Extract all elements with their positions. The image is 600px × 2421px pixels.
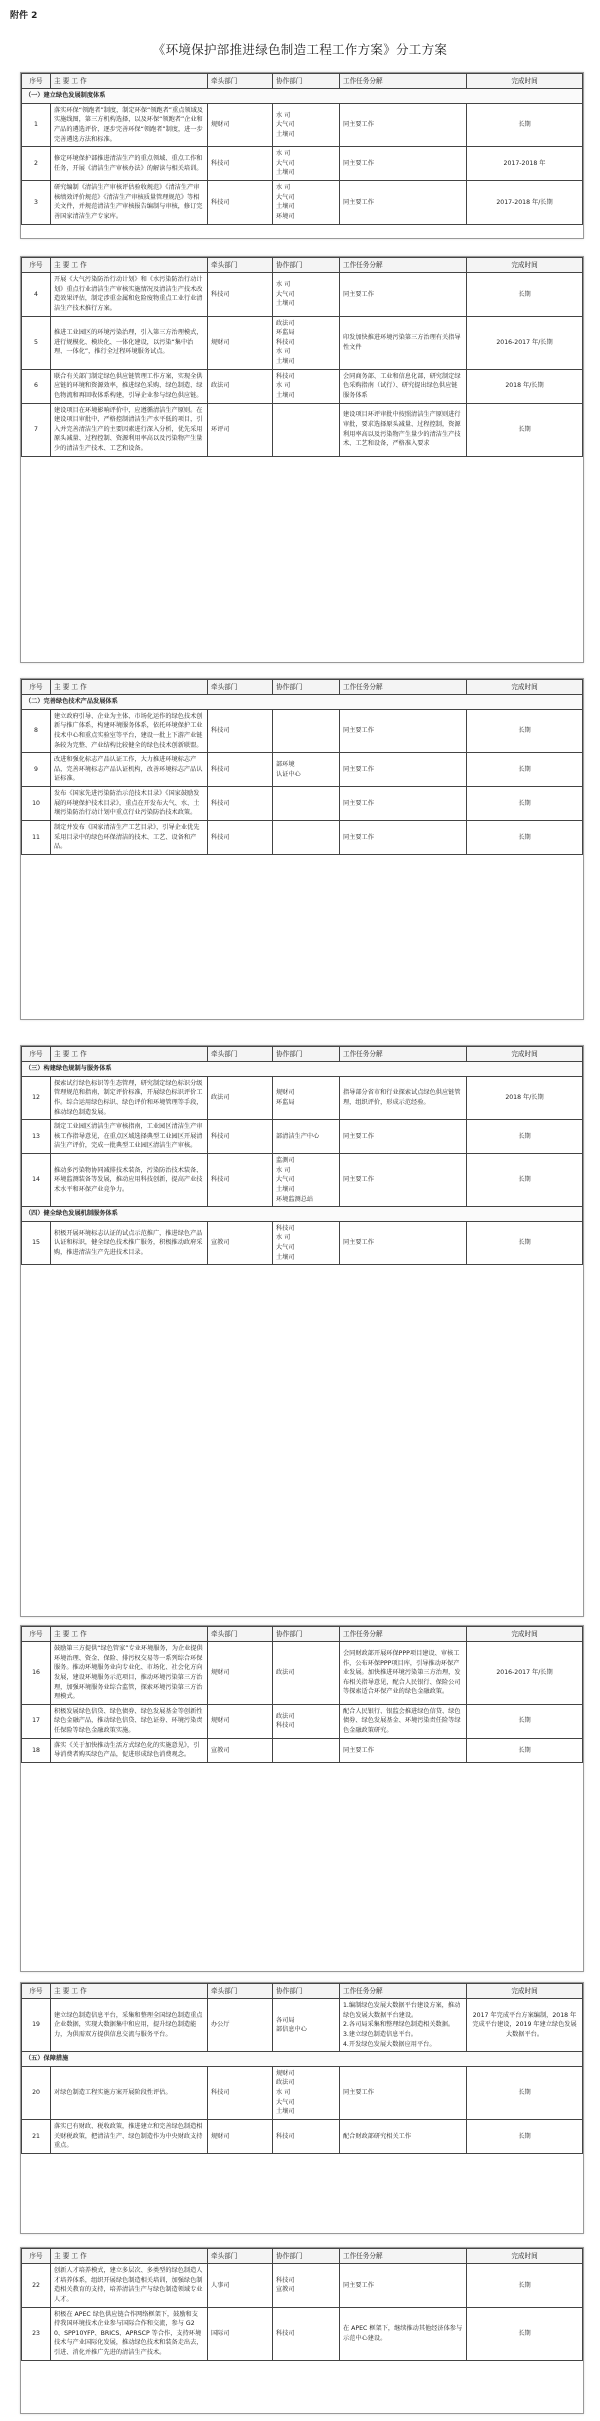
task-table <box>21 1046 583 1265</box>
table-row <box>22 147 583 181</box>
lead-dept-cell: 科技司 <box>208 820 273 854</box>
row-number: 4 <box>22 273 51 316</box>
deadline-cell: 长期 <box>467 2119 583 2153</box>
header-row <box>22 1627 583 1642</box>
task-cell: 建设项目在环境影响评价中，应遵循清洁生产原则。在建设项目审批中，严格控制清洁生产水平低的项目，引入并完善清洁生产的主要因素进行深入分析，优先采用原头减量、过程控制、资源利用率高以及污染物产生量少的清洁生产技术、工艺和设备。 <box>51 403 208 456</box>
division-cell: 1.编制绿色发展大数据平台建设方案，推动绿色发展大数据平台建设。 2.各司局采集和整理绿色制造相关数据。 3.建立绿色制造信息平台。 4.开发绿色发展大数据应用平台。 <box>340 1999 467 2052</box>
deadline-cell: 2016-2017 年/长期 <box>467 1642 583 1705</box>
task-cell: 落实已有财政、税收政策，推进建立和完善绿色制造相关财税政策，把清洁生产、绿色制造作为中央财政支持重点。 <box>51 2119 208 2153</box>
row-number: 20 <box>22 2066 51 2119</box>
division-cell: 同主要工作 <box>340 273 467 316</box>
coop-dept-cell: 科技司 宣教司 <box>273 2264 340 2307</box>
division-cell: 同主要工作 <box>340 2264 467 2307</box>
lead-dept-cell: 科技司 <box>208 181 273 224</box>
table-page-6 <box>20 1982 584 2234</box>
task-table <box>21 257 583 457</box>
column-header-no: 序号 <box>22 1047 51 1062</box>
task-cell: 建立政府引导、企业为主体、市场化运作的绿色技术创新与推广体系，构建环境服务体系，依托环境保护工业技术中心和重点实验室等平台，建设一批上下游产业链条较为完整、产业结构比较健全的绿色技术创新联盟。 <box>51 709 208 752</box>
coop-dept-cell: 政法司 科技司 <box>273 1704 340 1738</box>
task-table <box>21 1626 583 1763</box>
table-page-5 <box>20 1625 584 1972</box>
column-header-division: 工作任务分解 <box>340 1627 467 1642</box>
table-row <box>22 709 583 752</box>
task-table <box>21 2248 583 2361</box>
division-cell: 同主要工作 <box>340 1154 467 1207</box>
row-number: 7 <box>22 403 51 456</box>
header-row <box>22 2249 583 2264</box>
task-cell: 联合有关部门制定绿色供应链管理工作方案，实现全供应链的环境和资源效率，推进绿色采购、绿色制造、绿色物流和再回收体系构建，引导企业参与绿色供应链。 <box>51 369 208 403</box>
column-header-no: 序号 <box>22 680 51 695</box>
lead-dept-cell: 科技司 <box>208 1120 273 1154</box>
table-row <box>22 2264 583 2307</box>
row-number: 15 <box>22 1221 51 1264</box>
coop-dept-cell: 规财司 政法司 水 司 大气司 土壤司 <box>273 2066 340 2119</box>
column-header-division: 工作任务分解 <box>340 680 467 695</box>
table-row <box>22 2119 583 2153</box>
table-row <box>22 1738 583 1762</box>
task-cell: 探索试行绿色标识等生态管理，研究制定绿色标识分级管理规范和指南，制定评价标准，开展绿色标识评价工作。综合运用绿色标识、绿色评价和环境管理等手段，推动绿色制造发展。 <box>51 1076 208 1119</box>
column-header-time: 完成时间 <box>467 1984 583 1999</box>
row-number: 19 <box>22 1999 51 2052</box>
column-header-lead: 牵头部门 <box>208 680 273 695</box>
division-cell: 会同财政部开展环保PPP项目建设、审核工作，公布环保PPP项目库，引导推动环保产业发展。加快推进环境污染第三方治理，发布相关指导意见，配合人民银行、保险公司等探索适合环保产业的绿色金融政策。 <box>340 1642 467 1705</box>
lead-dept-cell: 科技司 <box>208 753 273 787</box>
task-cell: 落实《关于加快推动生活方式绿色化的实施意见》，引导消费者购买绿色产品，促进形成绿色消费观念。 <box>51 1738 208 1762</box>
row-number: 23 <box>22 2307 51 2360</box>
column-header-task: 主 要 工 作 <box>51 1627 208 1642</box>
section-row <box>22 2052 583 2067</box>
division-cell: 在 APEC 框架下，继续推动其他经济体参与示范中心建设。 <box>340 2307 467 2360</box>
column-header-division: 工作任务分解 <box>340 2249 467 2264</box>
section-heading: （二）完善绿色技术产品发展体系 <box>22 695 583 710</box>
coop-dept-cell <box>273 820 340 854</box>
column-header-lead: 牵头部门 <box>208 1627 273 1642</box>
table-row <box>22 787 583 821</box>
column-header-time: 完成时间 <box>467 680 583 695</box>
column-header-time: 完成时间 <box>467 74 583 89</box>
deadline-cell: 长期 <box>467 273 583 316</box>
row-number: 21 <box>22 2119 51 2153</box>
division-cell: 同主要工作 <box>340 181 467 224</box>
task-cell: 研究编制《清洁生产审核评估验收规范》《清洁生产审核绩效评价规范》《清洁生产审核质量管理规范》等相关文件，并规范清洁生产审核报告编制与审核，修订完善国家清洁生产专家库。 <box>51 181 208 224</box>
division-cell: 同主要工作 <box>340 1738 467 1762</box>
column-header-lead: 牵头部门 <box>208 1984 273 1999</box>
table-row <box>22 181 583 224</box>
task-cell: 发布《国家先进污染防治示范技术目录》《国家鼓励发展的环境保护技术目录》，重点在开发布大气、水、土壤污染防治行动计划中重点行业污染防治技术政策。 <box>51 787 208 821</box>
lead-dept-cell: 科技司 <box>208 2066 273 2119</box>
coop-dept-cell: 规财司 环监局 <box>273 1076 340 1119</box>
column-header-task: 主 要 工 作 <box>51 74 208 89</box>
row-number: 1 <box>22 103 51 146</box>
column-header-no: 序号 <box>22 1984 51 1999</box>
deadline-cell: 长期 <box>467 753 583 787</box>
coop-dept-cell: 水 司 大气司 土壤司 <box>273 147 340 181</box>
row-number: 12 <box>22 1076 51 1119</box>
deadline-cell: 长期 <box>467 1221 583 1264</box>
column-header-lead: 牵头部门 <box>208 258 273 273</box>
division-cell: 同主要工作 <box>340 1120 467 1154</box>
column-header-task: 主 要 工 作 <box>51 1047 208 1062</box>
lead-dept-cell: 科技司 <box>208 273 273 316</box>
table-page-3 <box>20 678 584 1020</box>
lead-dept-cell: 规财司 <box>208 1642 273 1705</box>
division-cell: 同主要工作 <box>340 2066 467 2119</box>
column-header-lead: 牵头部门 <box>208 1047 273 1062</box>
coop-dept-cell: 科技司 <box>273 2119 340 2153</box>
task-table <box>21 73 583 225</box>
division-cell: 同主要工作 <box>340 787 467 821</box>
deadline-cell: 长期 <box>467 1704 583 1738</box>
lead-dept-cell: 科技司 <box>208 787 273 821</box>
lead-dept-cell: 政法司 <box>208 1076 273 1119</box>
row-number: 13 <box>22 1120 51 1154</box>
division-cell: 同主要工作 <box>340 103 467 146</box>
task-cell: 制定并发布《国家清洁生产工艺目录》，引导企业优先采用目录中的绿色环保清洁的技术、工艺、设备和产品。 <box>51 820 208 854</box>
deadline-cell: 长期 <box>467 2307 583 2360</box>
deadline-cell: 2018 年/长期 <box>467 1076 583 1119</box>
row-number: 6 <box>22 369 51 403</box>
lead-dept-cell: 规财司 <box>208 2119 273 2153</box>
section-heading: （五）保障措施 <box>22 2052 583 2067</box>
column-header-coop: 协作部门 <box>273 258 340 273</box>
deadline-cell: 长期 <box>467 1738 583 1762</box>
division-cell: 同主要工作 <box>340 753 467 787</box>
table-row <box>22 369 583 403</box>
table-row <box>22 1154 583 1207</box>
section-row <box>22 1207 583 1222</box>
task-cell: 推动多污染物协同减排技术装备，污染防治技术装备、环境监测装备等发展，推动应用科技创新，提高产业技术水平和环保产业竞争力。 <box>51 1154 208 1207</box>
table-page-7 <box>20 2247 584 2414</box>
task-cell: 积极在 APEC 绿色供应链合作网络框架下，鼓励和支持我国环境技术企业参与国际合作和交流，参与 G20、SPP10YFP、BRICS、APRSCP 等合作，支持环境技术与产业国际化发展，推动绿色技术和装备走出去，引进、消化并推广先进的清洁生产技术。 <box>51 2307 208 2360</box>
table-page-4 <box>20 1045 584 1617</box>
table-row <box>22 273 583 316</box>
lead-dept-cell: 规财司 <box>208 103 273 146</box>
column-header-no: 序号 <box>22 2249 51 2264</box>
section-row <box>22 695 583 710</box>
lead-dept-cell: 科技司 <box>208 147 273 181</box>
division-cell: 配合财政部研究相关工作 <box>340 2119 467 2153</box>
task-cell: 积极发展绿色信贷、绿色债券、绿色发展基金等创新性绿色金融产品，推动绿色信贷、绿色证券、环境污染责任保险等绿色金融政策实施。 <box>51 1704 208 1738</box>
task-table <box>21 679 583 855</box>
section-heading: （三）构建绿色规制与服务体系 <box>22 1062 583 1077</box>
coop-dept-cell: 科技司 水 司 土壤司 <box>273 369 340 403</box>
coop-dept-cell: 监测司 水 司 大气司 土壤司 环境监测总站 <box>273 1154 340 1207</box>
table-page-2 <box>20 256 584 663</box>
division-cell: 同主要工作 <box>340 147 467 181</box>
header-row <box>22 258 583 273</box>
task-cell: 鼓励第三方提供“绿色管家”专业环境服务，为企业提供环境治理、资金、保险、排污权交易等一系列综合环保服务。推动环境服务业向专业化、市场化、社会化方向发展，建设环境服务示范项目，推动环境污染第三方治理，加强环境服务业综合监管，探索环境污染第三方治理模式。 <box>51 1642 208 1705</box>
division-cell: 会同商务部、工业和信息化部，研究制定绿色采购指南（试行）、研究提出绿色供应链服务体系 <box>340 369 467 403</box>
lead-dept-cell: 科技司 <box>208 1154 273 1207</box>
lead-dept-cell: 国际司 <box>208 2307 273 2360</box>
column-header-lead: 牵头部门 <box>208 2249 273 2264</box>
task-cell: 建立绿色制造信息平台，采集和整理全国绿色制造重点企业数据，实现大数据集中和应用，提升绿色制造能力，为供需双方提供信息交流与服务平台。 <box>51 1999 208 2052</box>
division-cell: 同主要工作 <box>340 709 467 752</box>
division-cell: 指导部分省市和行业探索试点绿色供应链管理，组织评价，形成示范经验。 <box>340 1076 467 1119</box>
task-cell: 开展《大气污染防治行动计划》和《水污染防治行动计划》重点行业清洁生产审核实施情况及清洁生产技术改造效果评估，制定涉重金属和危险废物重点工业行业清洁生产技术推行方案。 <box>51 273 208 316</box>
column-header-division: 工作任务分解 <box>340 74 467 89</box>
task-cell: 对绿色制造工程实施方案开展阶段性评估。 <box>51 2066 208 2119</box>
column-header-coop: 协作部门 <box>273 680 340 695</box>
section-row <box>22 89 583 104</box>
division-cell: 同主要工作 <box>340 1221 467 1264</box>
task-cell: 修定环境保护部推进清洁生产的重点领域、重点工作和任务，开展《清洁生产审核办法》的解读与相关培训。 <box>51 147 208 181</box>
deadline-cell: 2018 年/长期 <box>467 369 583 403</box>
column-header-coop: 协作部门 <box>273 1984 340 1999</box>
table-row <box>22 1076 583 1119</box>
deadline-cell: 长期 <box>467 709 583 752</box>
deadline-cell: 长期 <box>467 2066 583 2119</box>
task-cell: 推进工业园区的环境污染治理，引入第三方治理模式，进行规模化、模块化、一体化建设，以污染“集中治理、一体化”，推行全过程环境服务试点。 <box>51 316 208 369</box>
section-heading: （四）健全绿色发展机制服务体系 <box>22 1207 583 1222</box>
deadline-cell: 2016-2017 年/长期 <box>467 316 583 369</box>
row-number: 14 <box>22 1154 51 1207</box>
table-page-1 <box>20 72 584 239</box>
lead-dept-cell: 规财司 <box>208 316 273 369</box>
lead-dept-cell: 宣教司 <box>208 1221 273 1264</box>
task-cell: 落实环保“领跑者”制度，制定环保“领跑者”重点领域及实施线图，第三方机构选择，以及环保“领跑者”企业和产品的遴选评价，逐步完善环保“领跑者”制度，进一步完善遴选方法和标准。 <box>51 103 208 146</box>
column-header-task: 主 要 工 作 <box>51 1984 208 1999</box>
column-header-coop: 协作部门 <box>273 2249 340 2264</box>
coop-dept-cell <box>273 787 340 821</box>
coop-dept-cell: 政法司 环监局 科技司 水 司 土壤司 <box>273 316 340 369</box>
coop-dept-cell: 科技司 <box>273 2307 340 2360</box>
division-cell: 印发加快推进环境污染第三方治理有关指导性文件 <box>340 316 467 369</box>
section-heading: （一）建立绿色发展制度体系 <box>22 89 583 104</box>
header-row <box>22 680 583 695</box>
deadline-cell: 长期 <box>467 787 583 821</box>
lead-dept-cell: 环评司 <box>208 403 273 456</box>
table-row <box>22 1704 583 1738</box>
table-row <box>22 103 583 146</box>
deadline-cell: 长期 <box>467 1120 583 1154</box>
column-header-division: 工作任务分解 <box>340 1047 467 1062</box>
lead-dept-cell: 办公厅 <box>208 1999 273 2052</box>
document-title: 《环境保护部推进绿色制造工程工作方案》分工方案 <box>152 42 448 57</box>
lead-dept-cell: 人事司 <box>208 2264 273 2307</box>
coop-dept-cell: 部清洁生产中心 <box>273 1120 340 1154</box>
table-row <box>22 1120 583 1154</box>
table-row <box>22 316 583 369</box>
row-number: 10 <box>22 787 51 821</box>
division-cell: 配合人民银行、银监会推进绿色信贷、绿色债券、绿色发展基金、环境污染责任险等绿色金融政策研究。 <box>340 1704 467 1738</box>
row-number: 16 <box>22 1642 51 1705</box>
section-row <box>22 1062 583 1077</box>
column-header-time: 完成时间 <box>467 1047 583 1062</box>
deadline-cell: 长期 <box>467 2264 583 2307</box>
row-number: 3 <box>22 181 51 224</box>
coop-dept-cell: 水 司 大气司 土壤司 环境司 <box>273 181 340 224</box>
deadline-cell: 长期 <box>467 403 583 456</box>
lead-dept-cell: 科技司 <box>208 709 273 752</box>
header-row <box>22 1047 583 1062</box>
deadline-cell: 2017-2018 年/长期 <box>467 181 583 224</box>
table-row <box>22 403 583 456</box>
column-header-coop: 协作部门 <box>273 1627 340 1642</box>
attachment-label: 附件 2 <box>10 11 38 21</box>
table-row <box>22 2307 583 2360</box>
division-cell: 建设项目环评审批中按照清洁生产原则进行审批，要求选择原头减量、过程控制，资源利用率高以及污染物产生量少的清洁生产技术、工艺和设备，严格准入要求 <box>340 403 467 456</box>
coop-dept-cell: 科技司 水 司 大气司 土壤司 <box>273 1221 340 1264</box>
coop-dept-cell <box>273 1738 340 1762</box>
column-header-no: 序号 <box>22 1627 51 1642</box>
table-row <box>22 820 583 854</box>
table-row <box>22 1221 583 1264</box>
row-number: 11 <box>22 820 51 854</box>
deadline-cell: 2017-2018 年 <box>467 147 583 181</box>
deadline-cell: 长期 <box>467 1154 583 1207</box>
lead-dept-cell: 政法司 <box>208 369 273 403</box>
row-number: 22 <box>22 2264 51 2307</box>
lead-dept-cell: 宣教司 <box>208 1738 273 1762</box>
task-cell: 制定工业园区清洁生产审核指南，工业园区清洁生产审核工作指导意见，在重点区域选择典型工业园区开展清洁生产评价，完成一批典型工业园区清洁生产审核。 <box>51 1120 208 1154</box>
row-number: 17 <box>22 1704 51 1738</box>
coop-dept-cell: 各司局 部信息中心 <box>273 1999 340 2052</box>
column-header-task: 主 要 工 作 <box>51 258 208 273</box>
coop-dept-cell: 部环境 认证中心 <box>273 753 340 787</box>
task-cell: 创新人才培养模式，建立多层次、多类型的绿色制造人才培养体系，组织开展绿色制造相关培训，加强绿色制造相关教育的支持，培养清洁生产与绿色制造领域专业人才。 <box>51 2264 208 2307</box>
table-row <box>22 1642 583 1705</box>
division-cell: 同主要工作 <box>340 820 467 854</box>
coop-dept-cell: 水 司 大气司 土壤司 <box>273 273 340 316</box>
column-header-task: 主 要 工 作 <box>51 680 208 695</box>
task-table <box>21 1983 583 2154</box>
coop-dept-cell <box>273 403 340 456</box>
column-header-time: 完成时间 <box>467 1627 583 1642</box>
column-header-task: 主 要 工 作 <box>51 2249 208 2264</box>
header-row <box>22 1984 583 1999</box>
table-row <box>22 2066 583 2119</box>
deadline-cell: 2017 年完成平台方案编制，2018 年完成平台建设，2019 年建立绿色发展大数据平台。 <box>467 1999 583 2052</box>
task-cell: 改进和强化标志产品认证工作，大力推进环境标志产品，完善环境标志产品认证机构，改善环境标志产品认证标准。 <box>51 753 208 787</box>
row-number: 2 <box>22 147 51 181</box>
task-cell: 积极开展环境标志认证的试点示范推广，推进绿色产品认证和标识，健全绿色技术推广服务，积极推动政府采购，推进清洁生产先进技术目录。 <box>51 1221 208 1264</box>
column-header-lead: 牵头部门 <box>208 74 273 89</box>
column-header-coop: 协作部门 <box>273 1047 340 1062</box>
row-number: 18 <box>22 1738 51 1762</box>
column-header-no: 序号 <box>22 74 51 89</box>
coop-dept-cell: 水 司 大气司 土壤司 <box>273 103 340 146</box>
column-header-time: 完成时间 <box>467 258 583 273</box>
header-row <box>22 74 583 89</box>
row-number: 5 <box>22 316 51 369</box>
table-row <box>22 1999 583 2052</box>
column-header-division: 工作任务分解 <box>340 1984 467 1999</box>
row-number: 8 <box>22 709 51 752</box>
row-number: 9 <box>22 753 51 787</box>
column-header-division: 工作任务分解 <box>340 258 467 273</box>
table-row <box>22 753 583 787</box>
column-header-time: 完成时间 <box>467 2249 583 2264</box>
deadline-cell: 长期 <box>467 820 583 854</box>
coop-dept-cell: 政法司 <box>273 1642 340 1705</box>
column-header-no: 序号 <box>22 258 51 273</box>
coop-dept-cell <box>273 709 340 752</box>
deadline-cell: 长期 <box>467 103 583 146</box>
lead-dept-cell: 规财司 <box>208 1704 273 1738</box>
column-header-coop: 协作部门 <box>273 74 340 89</box>
